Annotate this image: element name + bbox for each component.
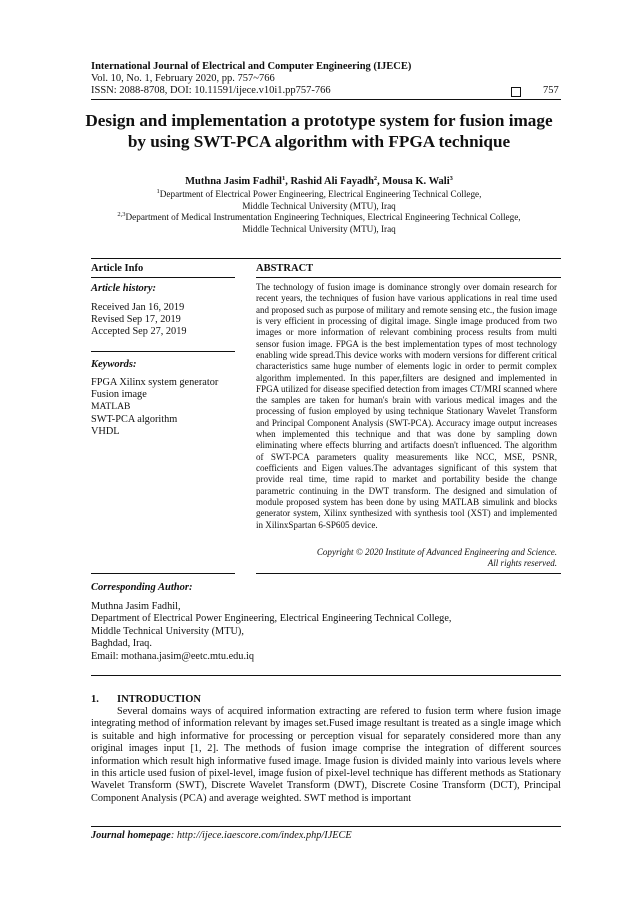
history-item: Revised Sep 17, 2019 xyxy=(91,314,181,326)
issn-doi: ISSN: 2088-8708, DOI: 10.11591/ijece.v10i1.pp757-766 xyxy=(91,85,331,96)
history-list xyxy=(91,302,187,339)
journal-homepage: Journal homepage: http://ijece.iaescore.com/index.php/IJECE xyxy=(91,830,352,841)
journal-name: International Journal of Electrical and Computer Engineering (IJECE) xyxy=(91,61,412,72)
abstract-text: The technology of fusion image is dominance strongly over domain research for recent years, the techniques of fusion have various applications in real time used and proposed such as purpose of military and remote sensing etc., the fusion image is very efficient in processing of digital image. Single image produced from two images or more information of relevant combining process results from multi sensor fusion image. FPGA is the best implementation types of most technology enabling wide spread.This device works with modern versions for different critical characteristics same huge number of elements logic in order to permit complex algorithm implemented. In this paper,filters are designed and implemented in FPGA utilized for disease specified detection from images CT/MRI scanned where the samples are taken for human's brain with various medical images and the processing of fusion employed by using technique Stationary Wavelet Transform and Principal Component Analysis (SWT-PCA). Accuracy image output increases when implemented this technique and that was done by sampling down eliminating where effects blurring and artifacts doesn't influenced. The algorithm of SWT-PCA parameters quality measurements like NCC, MSE, PSNR, coefficients and Eigen values.The advantages significant of this system that provide real time, time rapid to market and portability beside the change parametric continuing in the DWT transform. The designed and simulation of module proposed system has been done by using MATLAB simulink and blocks generator system, Xilinx synthesized with synthesis tool (XST) and implemented in XilinxSpartan 6-SP605 device. xyxy=(256,282,557,530)
affiliation-2: $^{2,3}$Department of Medical Instrumentation Engineering Techniques, Electrical Engineering Technical College, Middle Technical University (MTU), Iraq xyxy=(117,211,521,234)
volume-info: Vol. 10, No. 1, February 2020, pp. 757~766 xyxy=(91,73,275,84)
footer-rule xyxy=(91,826,561,827)
keyword: VHDL xyxy=(91,425,120,437)
keyword: MATLAB xyxy=(91,401,131,413)
header-rule xyxy=(91,99,561,100)
abstract-heading: ABSTRACT xyxy=(256,263,314,274)
keyword-list xyxy=(91,377,218,438)
article-info-heading: Article Info xyxy=(91,263,144,274)
keyword: FPGA Xilinx system generator xyxy=(91,377,219,388)
intro-text: Several domains ways of acquired information extracting are refered to fusion term where fusion image integrating method of information relevant by images set.Fused image resultant is treated as a single image which is suitable and high informative for processing or perception visual for separately considered more than any original images input [1, 2]. The methods of fusion image comprise the integration of different sources information which result high informative fused image. Image fusion is divided mainly into various levels where in this article used fusion of pixel-level, image fusion of pixel-level technique has different methods as Stationary Wavelet Transform (SWT), Discrete Wavelet Transform (DWT), Discrete Cosine Transform (DCT), Principal Component Analysis (PCA) and average weighted. SWT method is important xyxy=(91,706,561,804)
keywords-heading: Keywords: xyxy=(91,359,137,370)
author-name: Mousa K. Wali xyxy=(382,176,450,187)
square-icon xyxy=(511,87,521,97)
keyword: Fusion image xyxy=(91,389,147,401)
corr-rule-right xyxy=(256,573,561,574)
corr-rule-left xyxy=(91,573,235,574)
history-rule xyxy=(91,351,235,352)
history-item: Received Jan 16, 2019 xyxy=(91,302,185,313)
corr-bottom-rule xyxy=(91,675,561,676)
author-name: Muthna Jasim Fadhil xyxy=(185,176,282,187)
corresponding-heading: Corresponding Author: xyxy=(91,582,193,593)
homepage-link[interactable]: http://ijece.iaescore.com/index.php/IJECE xyxy=(176,830,352,841)
author-list: Muthna Jasim Fadhil$^1$, Rashid Ali Fayadh$^2$, Mousa K. Wali$^3$ xyxy=(185,175,453,187)
paper-title: Design and implementation a prototype system for fusion image by using SWT-PCA algorithm with FPGA technique xyxy=(85,111,553,151)
keyword: SWT-PCA algorithm xyxy=(91,413,178,425)
affiliation-1: $^1$Department of Electrical Power Engineering, Electrical Engineering Technical College, Middle Technical University (MTU), Iraq xyxy=(156,188,482,211)
info-rule xyxy=(91,277,235,278)
author-name: Rashid Ali Fayadh xyxy=(290,176,374,187)
history-item: Accepted Sep 27, 2019 xyxy=(91,326,187,338)
page-number: 757 xyxy=(543,85,559,96)
abstract-rule xyxy=(256,277,561,278)
copyright-notice: Copyright © 2020 Institute of Advanced Engineering and Science. All rights reserved. xyxy=(316,547,557,569)
corresponding-details: Muthna Jasim Fadhil, Department of Electrical Power Engineering, Electrical Engineering Technical College, Middle Technical University (MTU), Baghdad, Iraq. Email: mothana.jasim@eetc.mtu.edu.iq xyxy=(91,601,452,662)
history-heading: Article history: xyxy=(91,283,157,294)
intro-heading: 1. INTRODUCTION xyxy=(91,694,202,705)
info-top-rule xyxy=(91,258,561,259)
